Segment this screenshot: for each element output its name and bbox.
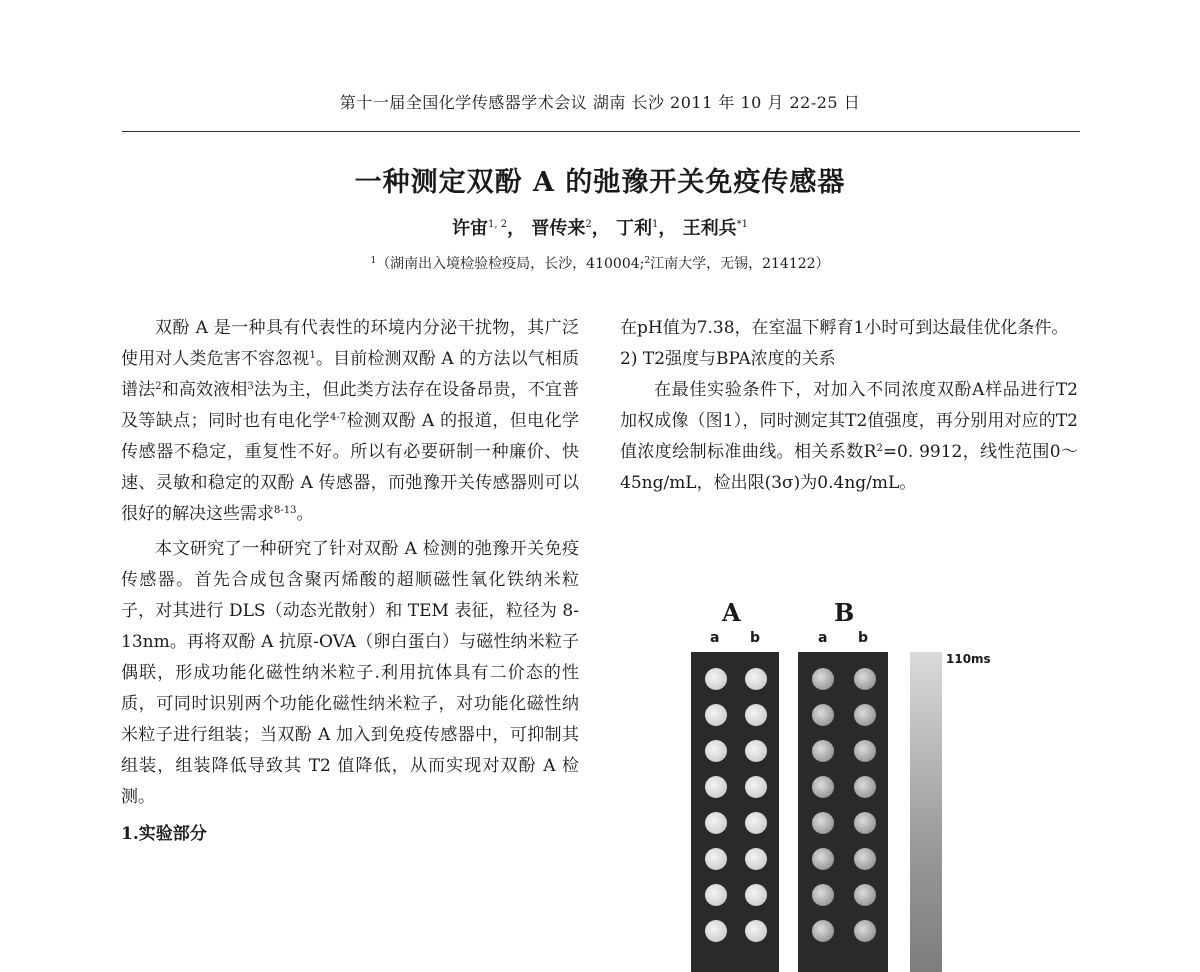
intro-paragraph — [121, 313, 579, 530]
author-affil-sup: *1 — [736, 219, 749, 230]
text-run: 在最佳实验条件下，对加入不同浓度双酚A样品进行T2加权成像（图1），同时测定其T2值强度，再分别用对应的T2值浓度绘制标准曲线。相关系数R — [620, 380, 1078, 462]
sample-well — [812, 776, 834, 798]
right-column — [620, 313, 1078, 499]
sample-well — [705, 704, 727, 726]
sample-well — [854, 920, 876, 942]
panel-b-label: B — [834, 598, 855, 627]
ref-sup: 2 — [155, 381, 162, 392]
method-paragraph: 本文研究了一种研究了针对双酚 A 检测的弛豫开关免疫传感器。首先合成包含聚丙烯酸的超顺磁性氧化铁纳米粒子，对其进行 DLS（动态光散射）和 TEM 表征，粒径为 8-13nm。再将双酚 A 抗原-OVA（卵白蛋白）与磁性纳米粒子偶联，形成功能化磁性纳米粒子.利用抗体具有二价态的性质，可同时识别两个功能化磁性纳米粒子，对功能化磁性纳米粒子进行组装；当双酚 A 加入到免疫传感器中，可抑制其组装，组装降低导致其 T2 值降低，从而实现对双酚 A 检测。 — [121, 539, 579, 807]
result-paragraph — [620, 375, 1078, 499]
sample-well — [812, 704, 834, 726]
author-list — [0, 214, 1200, 240]
sample-well — [854, 884, 876, 906]
condition-paragraph: 在pH值为7.38，在室温下孵育1小时可到达最佳优化条件。 — [620, 318, 1069, 338]
sample-well — [812, 812, 834, 834]
affiliations — [0, 253, 1200, 273]
column-a-label: a — [818, 630, 828, 646]
affil-sup-2: 2 — [644, 256, 651, 266]
sample-well — [854, 704, 876, 726]
sample-well — [854, 848, 876, 870]
sample-well — [745, 848, 767, 870]
sample-well — [705, 848, 727, 870]
author-separator: ， — [507, 218, 526, 239]
author-separator: ， — [591, 218, 610, 239]
text-run: 双酚 A 是一种具有代表性的环境内分泌干扰物，其广泛使用对人类危害不容忽视 — [121, 318, 579, 369]
conference-header: 第十一届全国化学传感器学术会议 湖南 长沙 2011 年 10 月 22-25 日 — [339, 93, 861, 112]
sample-well — [812, 920, 834, 942]
subsection-heading: 2) T2强度与BPA浓度的关系 — [620, 349, 836, 369]
ref-sup: 3 — [247, 381, 254, 392]
sample-well — [705, 884, 727, 906]
sample-well — [854, 776, 876, 798]
column-b-label: b — [750, 630, 761, 646]
sample-well — [745, 668, 767, 690]
text-run: =0. 9912，线性范围0～45ng/mL，检出限(3σ)为0.4ng/mL。 — [620, 442, 1078, 493]
column-b-label: b — [858, 630, 869, 646]
sample-well — [745, 884, 767, 906]
author-affil-sup: 1 — [652, 219, 659, 230]
affil-part-1: （湖南出入境检验检疫局，长沙，410004; — [376, 256, 645, 272]
t2-weighted-image-figure — [688, 598, 1028, 951]
header-rule — [122, 131, 1080, 132]
sample-well — [745, 704, 767, 726]
scale-max-label: 110ms — [946, 652, 991, 666]
author-separator: ， — [658, 218, 677, 239]
text-run: 。目前检测双酚 A 的方法以气相质谱法 — [121, 349, 580, 400]
left-column — [121, 313, 579, 850]
sample-well — [705, 812, 727, 834]
affil-part-2: 江南大学，无锡，214122） — [650, 256, 830, 272]
sample-well — [745, 776, 767, 798]
text-run: 。 — [296, 504, 314, 524]
author-name: 许宙 — [451, 218, 488, 239]
text-run: 和高效液相 — [161, 380, 248, 400]
author-name: 丁利 — [616, 218, 652, 239]
sample-well — [854, 740, 876, 762]
r-squared-sup: 2 — [876, 443, 883, 454]
sample-well — [812, 848, 834, 870]
text-run: 检测双酚 A 的报道，但电化学传感器不稳定，重复性不好。所以有必要研制一种廉价、快速、灵敏和稳定的双酚 A 传感器，而弛豫开关传感器则可以很好的解决这些需求 — [121, 411, 579, 524]
sample-well — [705, 776, 727, 798]
text-run: 法为主，但此类方法存在设备昂贵，不宜普及等缺点；同时也有电化学 — [121, 380, 580, 431]
author-affil-sup: 2 — [585, 219, 592, 230]
sample-well — [745, 920, 767, 942]
author-affil-sup: 1, 2 — [487, 219, 508, 230]
sample-well — [705, 920, 727, 942]
sample-well — [705, 668, 727, 690]
t2-scale-bar — [910, 652, 942, 972]
sample-well — [745, 740, 767, 762]
author-name: 王利兵 — [682, 218, 737, 239]
sample-well — [705, 740, 727, 762]
panel-a-label: A — [722, 598, 741, 627]
column-a-label: a — [710, 630, 720, 646]
paper-title: 一种测定双酚 A 的弛豫开关免疫传感器 — [354, 167, 846, 198]
affil-sup-1: 1 — [370, 256, 377, 266]
ref-sup: 4-7 — [329, 412, 347, 423]
author-name: 晋传来 — [531, 218, 586, 239]
sample-well — [812, 740, 834, 762]
sample-well — [854, 668, 876, 690]
ref-sup: 8-13 — [274, 505, 297, 516]
panel-b-image — [798, 652, 888, 972]
sample-well — [812, 884, 834, 906]
sample-well — [812, 668, 834, 690]
ref-sup: 1 — [309, 350, 316, 361]
section-heading: 1.实验部分 — [121, 824, 207, 844]
sample-well — [854, 812, 876, 834]
sample-well — [745, 812, 767, 834]
panel-a-image — [691, 652, 779, 972]
